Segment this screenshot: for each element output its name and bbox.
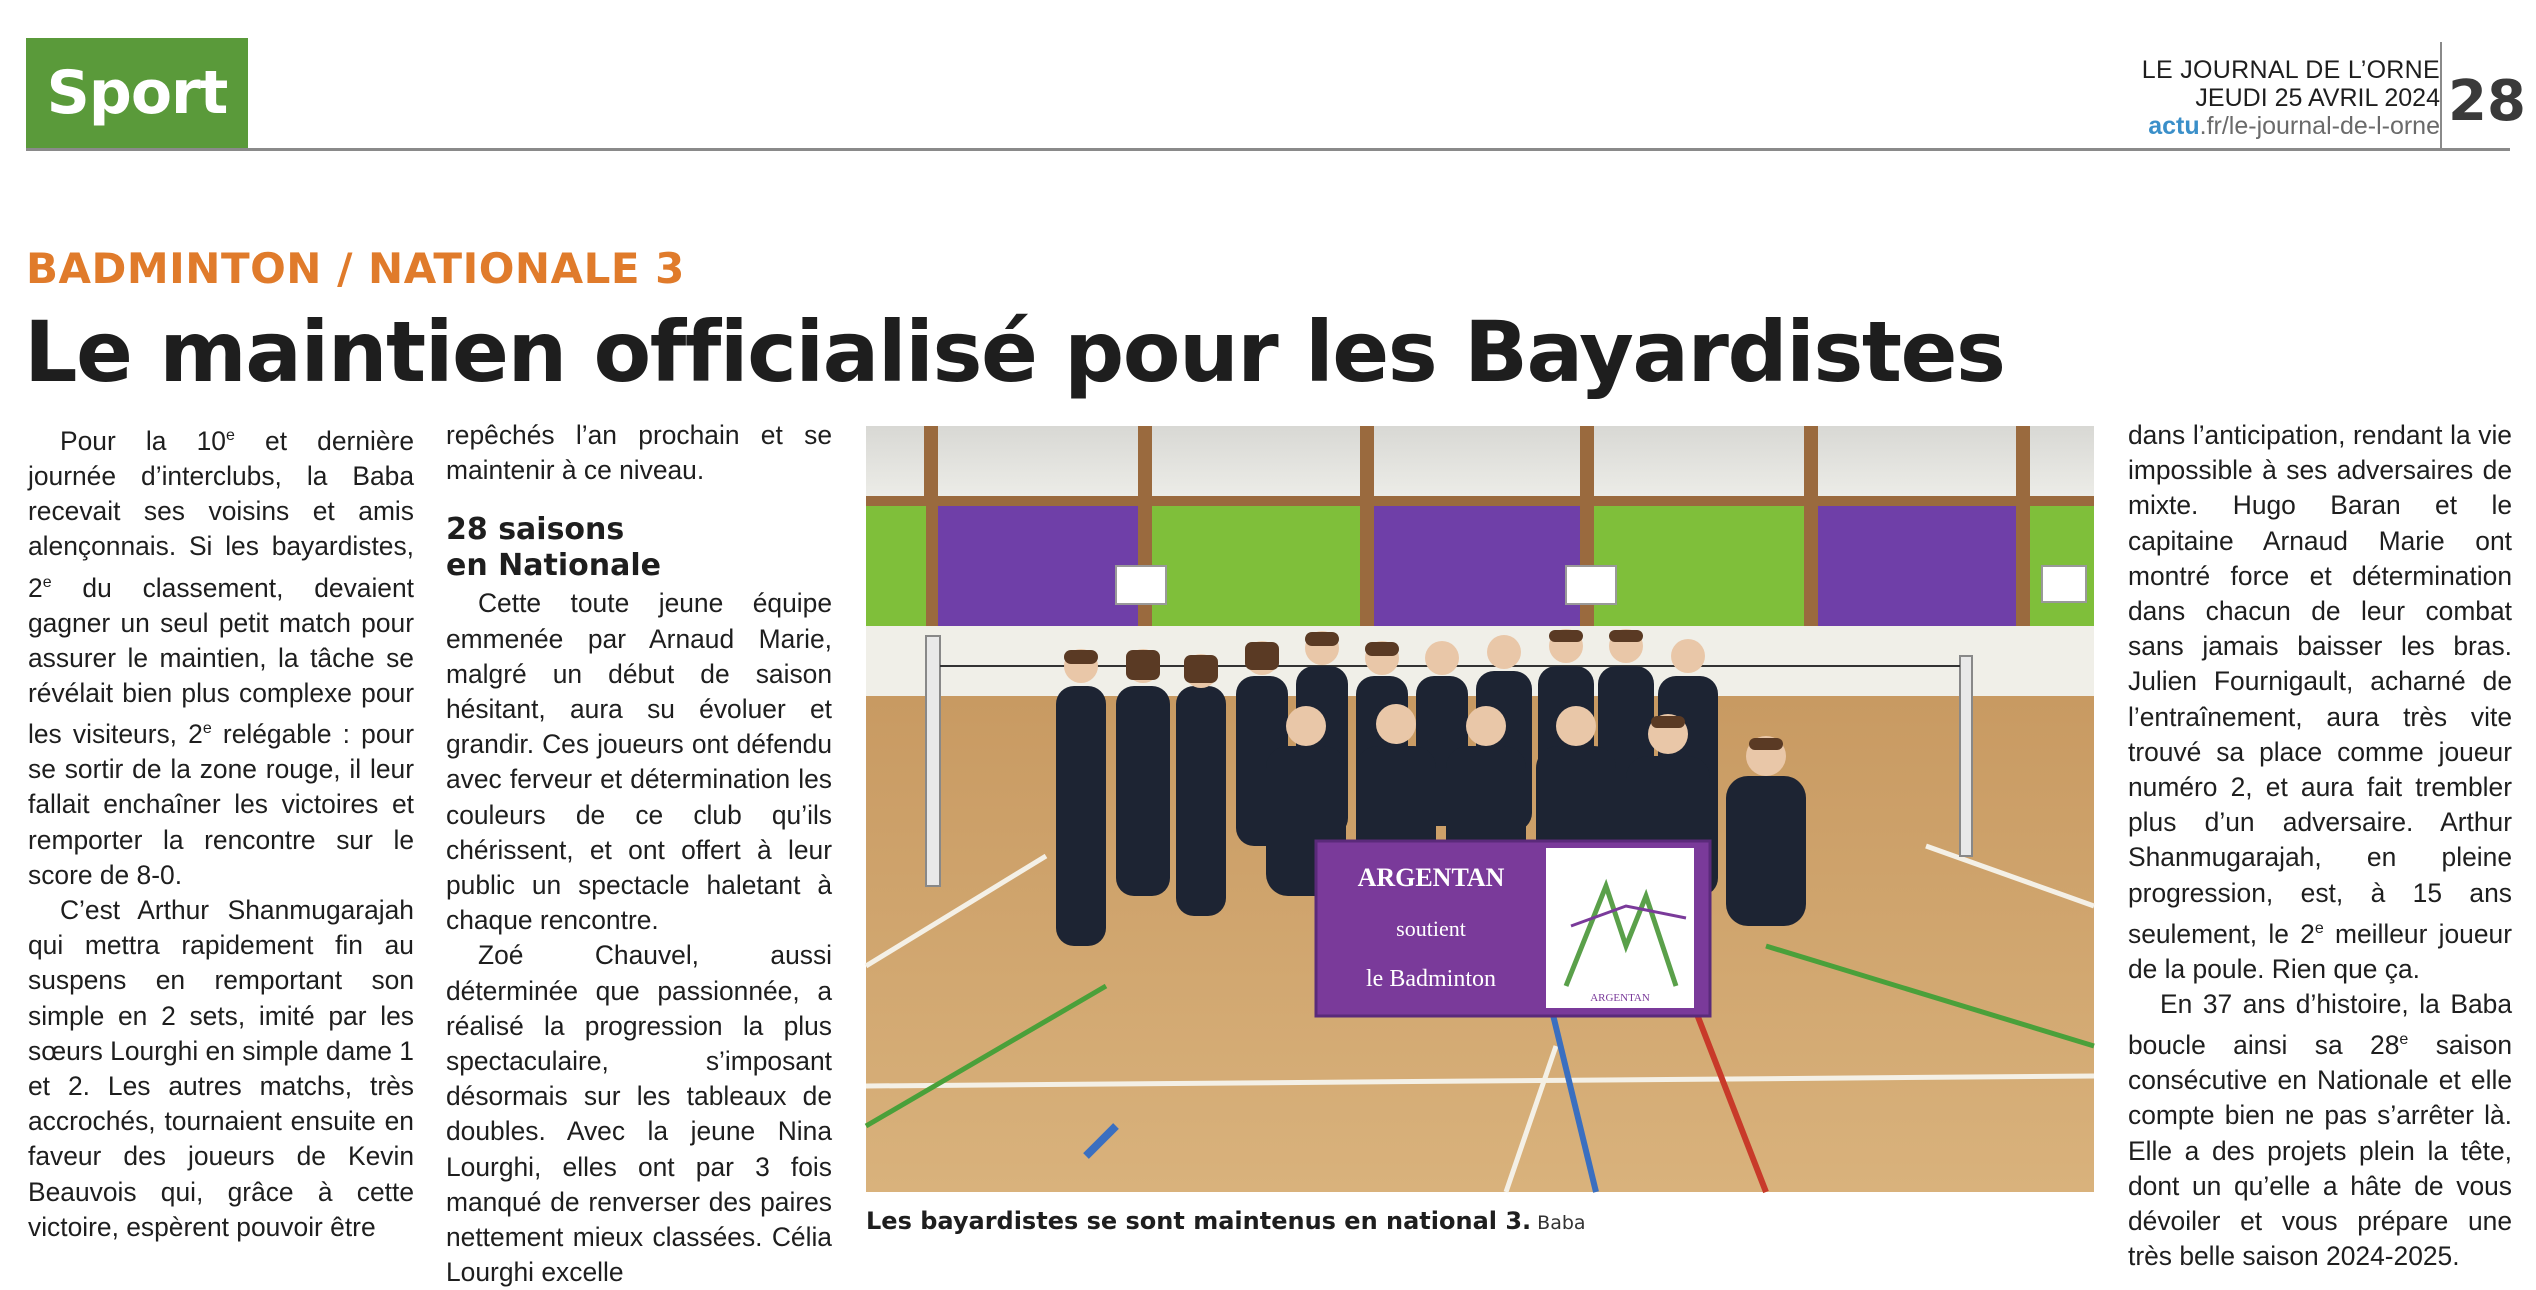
article-headline: Le maintien officialisé pour les Bayardistes (24, 303, 2005, 401)
newspaper-name: LE JOURNAL DE L’ORNE (2141, 56, 2440, 84)
masthead (2142, 56, 2440, 140)
caption-text: Les bayardistes se sont maintenus en national 3. (866, 1207, 1532, 1235)
paragraph: Zoé Chauvel, aussi déterminée que passionnée, a réalisé la progression la plus spectaculaire, s’imposant désormais sur les tableaux de doubles. Avec la jeune Nina Lourghi, elles ont par 3 fois manqué de renverser des paires nettement mieux classées. Célia Lourghi excelle (446, 940, 832, 1288)
paragraph: C’est Arthur Shanmugarajah qui mettra rapidement fin au suspens en remportant son simple en 2 sets, imité par les sœurs Lourghi en simple dame 1 et 2. Les autres matchs, très accrochés, tournaient ensuite en faveur des joueurs de Kevin Beauvois qui, grâce à cette victoire, espèrent pouvoir être (28, 895, 414, 1242)
article-column-2 (446, 418, 832, 1290)
argentan-banner (1316, 841, 1710, 1016)
article-subheading: 28 saisons en Nationale (446, 512, 661, 584)
issue-date: JEUDI 25 AVRIL 2024 (2195, 84, 2440, 112)
website-domain: actu (2148, 112, 2200, 140)
photo-caption (866, 1206, 2106, 1238)
article-column-1 (28, 418, 414, 1245)
banner-line-2: soutient (1396, 916, 1466, 941)
article-column-3 (2128, 418, 2512, 1274)
team-photo (866, 426, 2094, 1192)
banner-line-1: ARGENTAN (1357, 863, 1505, 892)
ceiling (866, 426, 2094, 506)
paragraph: repêchés l’an prochain et se maintenir à ce niveau. (446, 420, 832, 486)
header-rule (26, 148, 2510, 151)
team-photo-illustration (866, 426, 2094, 1192)
page-number-divider (2440, 42, 2442, 148)
article-kicker: BADMINTON / NATIONALE 3 (26, 244, 685, 293)
website-path: .fr/le-journal-de-l-orne (2199, 112, 2440, 140)
page-number: 28 (2448, 69, 2526, 134)
paragraph: dans l’anticipation, rendant la vie impossible à ses adversaires de mixte. Hugo Baran et le capitaine Arnaud Marie ont montré force et détermination dans chacun de leur combat sans jamais baisser les bras. Julien Fournigault, acharné de l’entraînement, aura très vite trouvé sa place comme joueur numéro 2, et aura fait trembler plus d’un adversaire. Arthur Shanmugarajah, en pleine progression, est, à 15 ans seulement, le 2e meilleur joueur de la poule. Rien que ça. (2128, 420, 2512, 984)
paragraph: Cette toute jeune équipe emmenée par Arnaud Marie, malgré un début de saison hésitant, aura su évoluer et grandir. Ces joueurs ont défendu avec ferveur et détermination les couleurs de ce club qu’ils chérissent, et ont offert à leur public un spectacle haletant à chaque rencontre. (446, 588, 832, 936)
website-link[interactable] (2142, 112, 2440, 140)
section-label: Sport (26, 38, 248, 148)
paragraph: Pour la 10e et dernière journée d’interclubs, la Baba recevait ses voisins et amis alençonnais. Si les bayardistes, 2e du classement, devaient gagner un seul petit match pour assurer le maintien, la tâche se révélait bien plus complexe pour les visiteurs, 2e relégable : pour se sortir de la zone rouge, il leur fallait enchaîner les victoires et remporter la rencontre sur le score de 8-0. (28, 425, 414, 890)
photo-credit: Baba (1537, 1212, 1586, 1234)
paragraph: En 37 ans d’histoire, la Baba boucle ainsi sa 28e saison consécutive en Nationale et elle compte bien ne pas s’arrêter là. Elle a des projets plein la tête, dont un qu’elle a hâte de vous dévoiler et vous prépare une très belle saison 2024-2025. (2128, 989, 2512, 1272)
banner-logo-text: ARGENTAN (1590, 992, 1650, 1004)
banner-line-3: le Badminton (1366, 966, 1496, 992)
